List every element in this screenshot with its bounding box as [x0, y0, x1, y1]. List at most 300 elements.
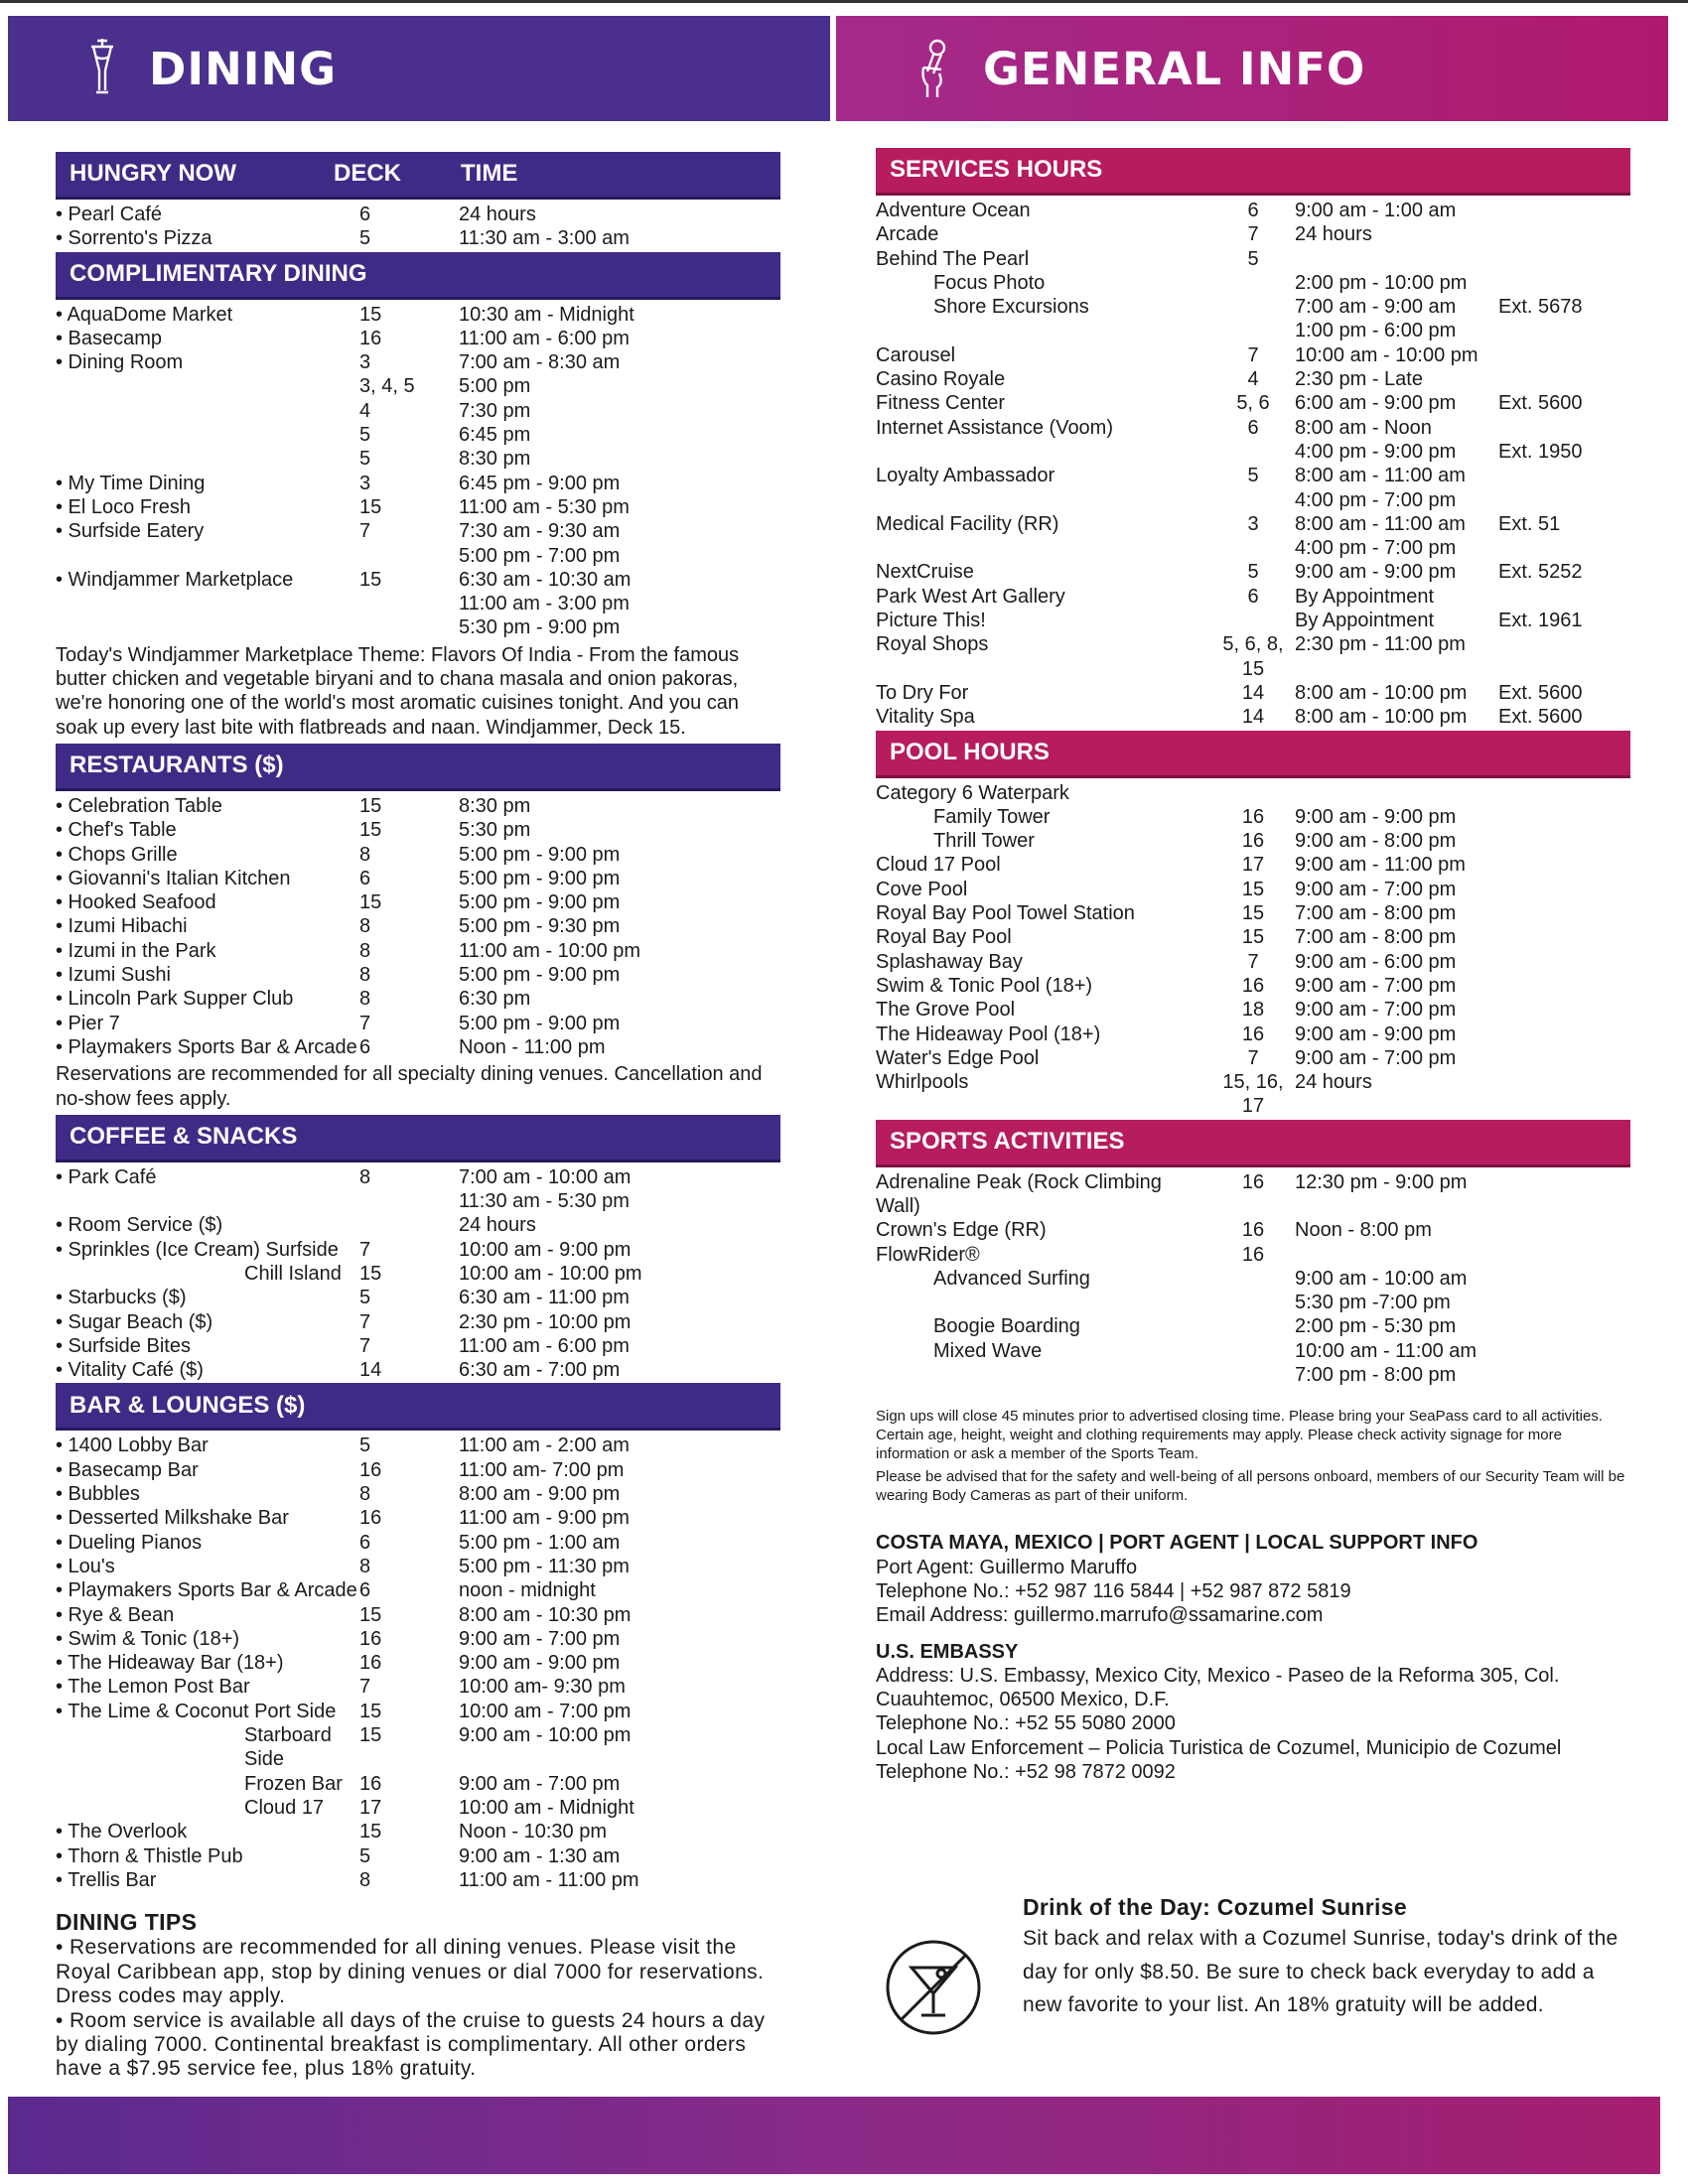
time-cell: [1295, 1243, 1498, 1267]
deck-cell: [359, 592, 459, 615]
name-cell: Royal Bay Pool: [876, 926, 1012, 949]
time-cell: 8:30 pm: [459, 448, 531, 471]
name-cell: [876, 488, 1211, 512]
name-cell: Starboard Side: [244, 1724, 332, 1771]
ext-cell: [1498, 1267, 1630, 1291]
ext-cell: [1498, 222, 1630, 246]
deck-cell: [1211, 609, 1295, 632]
name-cell: Splashaway Bay: [876, 950, 1023, 973]
name-cell: Arcade: [876, 223, 939, 246]
sports-signup-note: Sign ups will close 45 minutes prior to advertised closing time. Please bring your SeaPass card to all activities. Certain age, height, weight and clothing requirements may apply. Please check activity signage for more information or ask a member of the Sports Team.: [876, 1408, 1604, 1463]
time-cell: 7:30 pm: [459, 399, 531, 422]
time-cell: 11:00 am - 9:00 pm: [459, 1507, 630, 1530]
name-cell: • Room Service ($): [56, 1214, 223, 1237]
name-cell: • Dueling Pianos: [56, 1531, 203, 1554]
name-cell: • Basecamp: [56, 327, 163, 349]
time-cell: 5:30 pm -7:00 pm: [1295, 1292, 1451, 1314]
deck-cell: 5, 6, 8, 15: [1222, 633, 1284, 680]
list-row: [876, 878, 1630, 901]
time-cell: 5:00 pm - 9:30 pm: [459, 915, 621, 938]
time-cell: 9:00 am - 9:00 pm: [459, 1652, 621, 1675]
list-row: [876, 1291, 1630, 1314]
deck-cell: 5: [359, 448, 371, 471]
deck-cell: 8: [359, 964, 371, 987]
name-cell: The Grove Pool: [876, 999, 1016, 1022]
ext-cell: [1498, 464, 1630, 487]
name-cell: Adrenaline Peak (Rock Climbing Wall): [876, 1170, 1162, 1217]
name-cell: • Izumi Hibachi: [56, 915, 188, 938]
time-cell: 10:00 am - 9:00 pm: [459, 1238, 632, 1261]
list-row: [56, 615, 780, 639]
list-row: [876, 1243, 1630, 1267]
name-cell: Behind The Pearl: [876, 247, 1030, 270]
deck-cell: 6: [359, 867, 371, 889]
list-row: [876, 367, 1630, 391]
deck-cell: 4: [359, 399, 371, 422]
list-row: [876, 440, 1630, 464]
deck-cell: 8: [359, 1868, 371, 1891]
section-title: COFFEE & SNACKS: [70, 1123, 298, 1151]
list-row: [56, 914, 780, 938]
list-row: [56, 939, 780, 963]
ext-cell: [1498, 1170, 1630, 1219]
list-row: [56, 1603, 780, 1627]
name-cell: [56, 592, 359, 615]
deck-cell: 18: [1241, 999, 1265, 1022]
time-cell: 5:30 pm: [459, 819, 531, 842]
time-cell: 7:00 am - 8:00 pm: [1295, 926, 1457, 949]
time-cell: 9:00 am - 1:30 am: [459, 1844, 621, 1867]
list-row: [876, 464, 1630, 487]
time-cell: 10:00 am - Midnight: [459, 1796, 634, 1819]
list-row: [56, 519, 780, 543]
name-cell: • Rye & Bean: [56, 1603, 175, 1626]
list-row: [876, 247, 1630, 271]
name-cell: • Chef's Table: [56, 819, 177, 842]
name-cell: • Sugar Beach ($): [56, 1310, 213, 1333]
list-row: [876, 901, 1630, 925]
name-cell: Casino Royale: [876, 368, 1006, 391]
ext-cell: Ext. 5600: [1498, 681, 1583, 704]
time-cell: 11:30 am - 3:00 am: [459, 227, 630, 250]
deck-cell: 16: [359, 327, 382, 349]
ext-cell: [1498, 1314, 1630, 1338]
embassy-phone: Telephone No.: +52 55 5080 2000: [876, 1712, 1176, 1735]
name-cell: Boogie Boarding: [933, 1315, 1080, 1338]
port-agent: Port Agent: Guillermo Maruffo: [876, 1556, 1138, 1578]
time-cell: 8:00 am - 10:00 pm: [1295, 706, 1468, 729]
list-row: [56, 423, 780, 447]
time-cell: 9:00 am - 10:00 pm: [459, 1724, 632, 1747]
deck-cell: 5: [359, 424, 371, 447]
time-cell: 12:30 pm - 9:00 pm: [1295, 1170, 1468, 1193]
time-cell: 11:30 am - 5:30 pm: [459, 1190, 630, 1213]
name-cell: Cove Pool: [876, 878, 968, 900]
time-cell: 5:00 pm - 9:00 pm: [459, 1012, 621, 1034]
deck-cell: 5: [359, 1434, 371, 1457]
list-row: [56, 203, 780, 226]
list-row: [876, 974, 1630, 998]
time-cell: 5:00 pm - 7:00 pm: [459, 544, 621, 567]
name-cell: [876, 319, 1211, 342]
deck-cell: 7: [359, 1238, 371, 1261]
list-row: [876, 609, 1630, 632]
name-cell: • My Time Dining: [56, 472, 206, 494]
time-cell: 11:00 am - 6:00 pm: [459, 1334, 630, 1357]
footer-bar: [8, 2097, 1660, 2174]
list-row: [876, 781, 1630, 805]
time-cell: 9:00 am - 7:00 pm: [1295, 974, 1457, 997]
deck-cell: 16: [1241, 805, 1265, 828]
list-row: [56, 890, 780, 914]
time-cell: 24 hours: [459, 204, 536, 225]
time-cell: 6:30 am - 11:00 pm: [459, 1287, 630, 1309]
deck-cell: 7: [359, 1334, 371, 1357]
name-cell: [876, 536, 1211, 560]
section-title: SPORTS ACTIVITIES: [890, 1128, 1125, 1156]
embassy-address: Address: U.S. Embassy, Mexico City, Mexico - Paseo de la Reforma 305, Col. Cuauhtemoc, 06500 Mexico, D.F.: [876, 1664, 1560, 1711]
name-cell: • Pier 7: [56, 1012, 120, 1034]
deck-cell: 14: [359, 1359, 382, 1382]
complimentary-dining-header: [56, 252, 780, 300]
time-cell: 8:00 am - 10:30 pm: [459, 1603, 632, 1626]
time-cell: 5:30 pm - 9:00 pm: [459, 616, 621, 639]
deck-cell: [359, 544, 459, 568]
time-cell: 1:00 pm - 6:00 pm: [1295, 320, 1457, 342]
name-cell: Cloud 17 Pool: [876, 854, 1001, 877]
deck-cell: 15: [359, 819, 382, 842]
list-row: [56, 867, 780, 890]
time-cell: 6:30 pm: [459, 988, 531, 1011]
dining-banner: [8, 16, 830, 121]
ext-cell: [1498, 1339, 1630, 1363]
ext-cell: [1498, 878, 1630, 901]
deck-column-label: DECK: [334, 160, 402, 188]
ext-cell: [1498, 829, 1630, 853]
deck-cell: [359, 1213, 459, 1237]
name-cell: [876, 1291, 1211, 1314]
time-cell: 10:00 am- 9:30 pm: [459, 1676, 626, 1699]
time-cell: 6:00 am - 9:00 pm: [1295, 392, 1457, 415]
deck-cell: 5: [1247, 465, 1259, 487]
deck-cell: 15: [359, 568, 382, 591]
name-cell: [56, 544, 359, 568]
windjammer-theme-note: Today's Windjammer Marketplace Theme: Flavors Of India - From the famous butter chicken and vegetable biryani and to chana masala and onion pakoras, we're honoring one of the world's most aromatic cuisines tonight. And you can soak up every last bite with flatbreads and naan. Windjammer, Deck 15.: [56, 643, 740, 739]
deck-cell: [1211, 1291, 1295, 1314]
time-cell: By Appointment: [1295, 610, 1435, 632]
ext-cell: [1498, 1046, 1630, 1070]
time-cell: 11:00 am - 2:00 am: [459, 1434, 630, 1457]
list-row: [56, 568, 780, 592]
list-row: [56, 1262, 780, 1286]
time-cell: 11:00 am - 3:00 pm: [459, 593, 630, 615]
dining-tips: [56, 1910, 790, 2082]
deck-cell: 6: [359, 1579, 371, 1602]
deck-cell: 3: [359, 351, 371, 374]
deck-cell: 8: [359, 988, 371, 1011]
name-cell: [56, 399, 359, 423]
time-cell: 9:00 am - 7:00 pm: [459, 1772, 621, 1795]
deck-cell: 7: [359, 1676, 371, 1699]
name-cell: • Surfside Eatery: [56, 520, 205, 543]
list-row: [56, 1868, 780, 1892]
deck-cell: 8: [359, 915, 371, 938]
list-row: [56, 592, 780, 615]
port-phone: Telephone No.: +52 987 116 5844 | +52 987 872 5819: [876, 1579, 1351, 1602]
list-row: [876, 805, 1630, 829]
deck-cell: 15: [359, 1603, 382, 1626]
services-hours-list: [876, 199, 1630, 730]
list-row: [876, 950, 1630, 974]
deck-cell: [1211, 1363, 1295, 1387]
ext-cell: [1498, 1291, 1630, 1314]
name-cell: Frozen Bar: [244, 1772, 343, 1795]
name-cell: • Playmakers Sports Bar & Arcade: [56, 1035, 357, 1058]
name-cell: • Playmakers Sports Bar & Arcade: [56, 1579, 357, 1602]
name-cell: • The Overlook: [56, 1821, 188, 1843]
list-row: [876, 271, 1630, 295]
deck-cell: [1211, 536, 1295, 560]
deck-cell: 15: [1241, 902, 1265, 925]
pool-hours-list: [876, 781, 1630, 1119]
bar-lounges-list: [56, 1433, 780, 1892]
list-row: [56, 1555, 780, 1578]
deck-cell: 8: [359, 1483, 371, 1506]
deck-cell: 15: [359, 794, 382, 817]
list-row: [56, 447, 780, 471]
name-cell: NextCruise: [876, 561, 974, 584]
name-cell: • Izumi in the Park: [56, 939, 216, 962]
list-row: [876, 632, 1630, 681]
time-cell: 9:00 am - 9:00 pm: [1295, 1023, 1457, 1045]
list-row: [876, 560, 1630, 584]
time-cell: 24 hours: [459, 1214, 536, 1237]
time-cell: 5:00 pm - 9:00 pm: [459, 843, 621, 866]
list-row: [56, 1772, 780, 1796]
reservations-note: Reservations are recommended for all specialty dining venues. Cancellation and no-show fees apply.: [56, 1063, 763, 1110]
deck-cell: 17: [359, 1796, 382, 1819]
deck-cell: [1211, 319, 1295, 342]
name-cell: Internet Assistance (Voom): [876, 416, 1114, 439]
deck-cell: 16: [1241, 1023, 1265, 1045]
name-cell: [56, 447, 359, 471]
time-cell: 11:00 am- 7:00 pm: [459, 1458, 625, 1481]
microphone-hand-icon: [917, 38, 951, 99]
time-cell: 5:00 pm - 9:00 pm: [459, 867, 621, 889]
name-cell: • Basecamp Bar: [56, 1458, 199, 1481]
name-cell: [56, 1189, 359, 1213]
deck-cell: 15: [359, 495, 382, 518]
deck-cell: 3: [359, 472, 371, 494]
time-cell: 10:00 am - 7:00 pm: [459, 1700, 632, 1722]
time-cell: 9:00 am - 10:00 am: [1295, 1267, 1468, 1290]
list-row: [876, 1023, 1630, 1046]
deck-cell: 5: [1247, 561, 1259, 584]
ext-cell: [1498, 853, 1630, 877]
deck-cell: [1211, 488, 1295, 512]
list-row: [56, 1213, 780, 1237]
embassy-title: U.S. EMBASSY: [876, 1640, 1019, 1663]
name-cell: Royal Bay Pool Towel Station: [876, 902, 1135, 925]
law-enforcement-phone: Telephone No.: +52 98 7872 0092: [876, 1761, 1176, 1784]
name-cell: • Celebration Table: [56, 794, 222, 817]
list-row: [876, 222, 1630, 246]
section-title: COMPLIMENTARY DINING: [70, 259, 367, 287]
name-cell: • Park Café: [56, 1165, 157, 1188]
list-row: [56, 1286, 780, 1309]
time-cell: 2:30 pm - Late: [1295, 368, 1423, 391]
deck-cell: [1211, 1267, 1295, 1291]
deck-cell: 16: [359, 1627, 382, 1650]
time-cell: 5:00 pm: [459, 375, 531, 398]
list-row: [56, 1796, 780, 1820]
list-row: [56, 1651, 780, 1675]
time-cell: 9:00 am - 6:00 pm: [1295, 950, 1457, 973]
deck-cell: 5: [359, 227, 371, 250]
name-cell: Swim & Tonic Pool (18+): [876, 974, 1093, 997]
security-camera-note: Please be advised that for the safety and well-being of all persons onboard, members of our Security Team will be wearing Body Cameras as part of their uniform.: [876, 1468, 1625, 1505]
time-cell: 10:00 am - 10:00 pm: [459, 1262, 642, 1285]
time-cell: 24 hours: [1295, 223, 1372, 246]
time-cell: 8:30 pm: [459, 794, 531, 817]
list-row: [876, 512, 1630, 536]
name-cell: • Starbucks ($): [56, 1287, 187, 1309]
time-cell: Noon - 8:00 pm: [1295, 1219, 1432, 1242]
name-cell: • AquaDome Market: [56, 303, 233, 326]
ext-cell: [1498, 343, 1630, 367]
list-row: [56, 544, 780, 568]
name-cell: • Sprinkles (Ice Cream) Surfside: [56, 1238, 339, 1261]
ext-cell: [1498, 998, 1630, 1022]
time-cell: 7:00 am - 10:00 am: [459, 1165, 632, 1188]
ext-cell: [1498, 247, 1630, 271]
time-cell: 5:00 pm - 11:30 pm: [459, 1555, 630, 1577]
general-info-title: GENERAL INFO: [983, 42, 1366, 95]
name-cell: Water's Edge Pool: [876, 1046, 1040, 1069]
services-hours-header: [876, 148, 1630, 196]
hungry-now-list: [56, 203, 780, 251]
list-row: [56, 1238, 780, 1262]
list-row: [56, 374, 780, 398]
list-row: [56, 1482, 780, 1506]
ext-cell: Ext. 1950: [1498, 440, 1583, 463]
deck-cell: 16: [1241, 1243, 1265, 1266]
name-cell: • Vitality Café ($): [56, 1359, 204, 1382]
time-cell: 9:00 am - 7:00 pm: [459, 1627, 621, 1650]
name-cell: Loyalty Ambassador: [876, 465, 1055, 487]
ext-cell: [1498, 199, 1630, 222]
list-row: [876, 536, 1630, 560]
time-cell: noon - midnight: [459, 1579, 596, 1602]
deck-cell: 16: [359, 1652, 382, 1675]
time-cell: 7:00 am - 9:00 am: [1295, 296, 1457, 319]
list-row: [876, 319, 1630, 342]
dining-tip-room-service: • Room service is available all days of the cruise to guests 24 hours a day by dialing 7000. Continental breakfast is complimentary. All other orders have a $7.95 service fee, plus 18% gratuity.: [56, 2008, 766, 2081]
port-info-title: COSTA MAYA, MEXICO | PORT AGENT | LOCAL SUPPORT INFO: [876, 1532, 1478, 1555]
name-cell: • Desserted Milkshake Bar: [56, 1507, 289, 1530]
list-row: [56, 963, 780, 987]
list-row: [876, 1170, 1630, 1219]
time-cell: 9:00 am - 9:00 pm: [1295, 805, 1457, 828]
drink-title: Drink of the Day: Cozumel Sunrise: [1023, 1894, 1407, 1920]
ext-cell: [1498, 1070, 1630, 1119]
name-cell: [876, 440, 1211, 464]
deck-cell: 16: [359, 1458, 382, 1481]
time-column-label: TIME: [461, 160, 518, 188]
deck-cell: 15, 16, 17: [1222, 1071, 1284, 1118]
deck-cell: 15: [1241, 878, 1265, 900]
deck-cell: 6: [359, 204, 371, 225]
pool-hours-header: [876, 731, 1630, 778]
ext-cell: Ext. 51: [1498, 512, 1561, 535]
deck-cell: 14: [1241, 706, 1265, 729]
ext-cell: [1498, 1363, 1630, 1387]
list-row: [56, 1310, 780, 1334]
ext-cell: [1498, 416, 1630, 440]
time-cell: 8:00 am - 11:00 am: [1295, 465, 1466, 487]
time-cell: 9:00 am - 8:00 pm: [1295, 830, 1457, 853]
name-cell: • Bubbles: [56, 1483, 140, 1506]
name-cell: [876, 1363, 1211, 1387]
name-cell: Fitness Center: [876, 392, 1006, 415]
deck-cell: 15: [359, 891, 382, 914]
name-cell: Royal Shops: [876, 633, 989, 656]
time-cell: 5:00 pm - 9:00 pm: [459, 964, 621, 987]
time-cell: [1295, 247, 1498, 271]
list-row: [56, 1358, 780, 1382]
deck-cell: 8: [359, 939, 371, 962]
time-cell: 9:00 am - 11:00 pm: [1295, 854, 1466, 877]
deck-cell: 6: [1247, 585, 1259, 608]
deck-cell: 17: [1241, 854, 1265, 877]
name-cell: The Hideaway Pool (18+): [876, 1023, 1101, 1045]
deck-cell: 5: [359, 1287, 371, 1309]
time-cell: 10:00 am - 11:00 am: [1295, 1339, 1477, 1362]
list-row: [56, 1506, 780, 1530]
drink-description: Sit back and relax with a Cozumel Sunrise, today's drink of the day for only $8.50. Be sure to check back everyday to add a new favorite to your list. An 18% gratuity will be added.: [1023, 1927, 1618, 2016]
time-cell: 9:00 am - 1:00 am: [1295, 200, 1457, 221]
section-title: SERVICES HOURS: [890, 156, 1103, 184]
deck-cell: 7: [359, 1012, 371, 1034]
section-title: RESTAURANTS ($): [70, 751, 284, 779]
time-cell: 8:00 am - 9:00 pm: [459, 1483, 621, 1506]
name-cell: • Giovanni's Italian Kitchen: [56, 867, 291, 889]
name-cell: Cloud 17: [244, 1796, 325, 1819]
list-row: [876, 416, 1630, 440]
ext-cell: Ext. 1961: [1498, 610, 1583, 632]
list-row: [876, 199, 1630, 222]
name-cell: Medical Facility (RR): [876, 512, 1059, 535]
list-row: [56, 1627, 780, 1651]
top-rule: [0, 0, 1688, 3]
ext-cell: [1498, 271, 1630, 295]
list-row: [876, 1267, 1630, 1291]
ext-cell: Ext. 5678: [1498, 296, 1583, 319]
list-row: [56, 1035, 780, 1059]
deck-cell: 7: [1247, 223, 1259, 246]
ext-cell: [1498, 1218, 1630, 1242]
list-row: [876, 1363, 1630, 1387]
hungry-now-header: [56, 152, 780, 200]
list-row: [876, 925, 1630, 949]
time-cell: 7:00 pm - 8:00 pm: [1295, 1364, 1457, 1387]
time-cell: 2:00 pm - 10:00 pm: [1295, 271, 1468, 294]
ext-cell: [1498, 632, 1630, 681]
time-cell: 5:00 pm - 9:00 pm: [459, 891, 621, 914]
deck-cell: 7: [359, 520, 371, 543]
time-cell: 2:30 pm - 11:00 pm: [1295, 633, 1466, 656]
name-cell: • The Lemon Post Bar: [56, 1676, 250, 1699]
